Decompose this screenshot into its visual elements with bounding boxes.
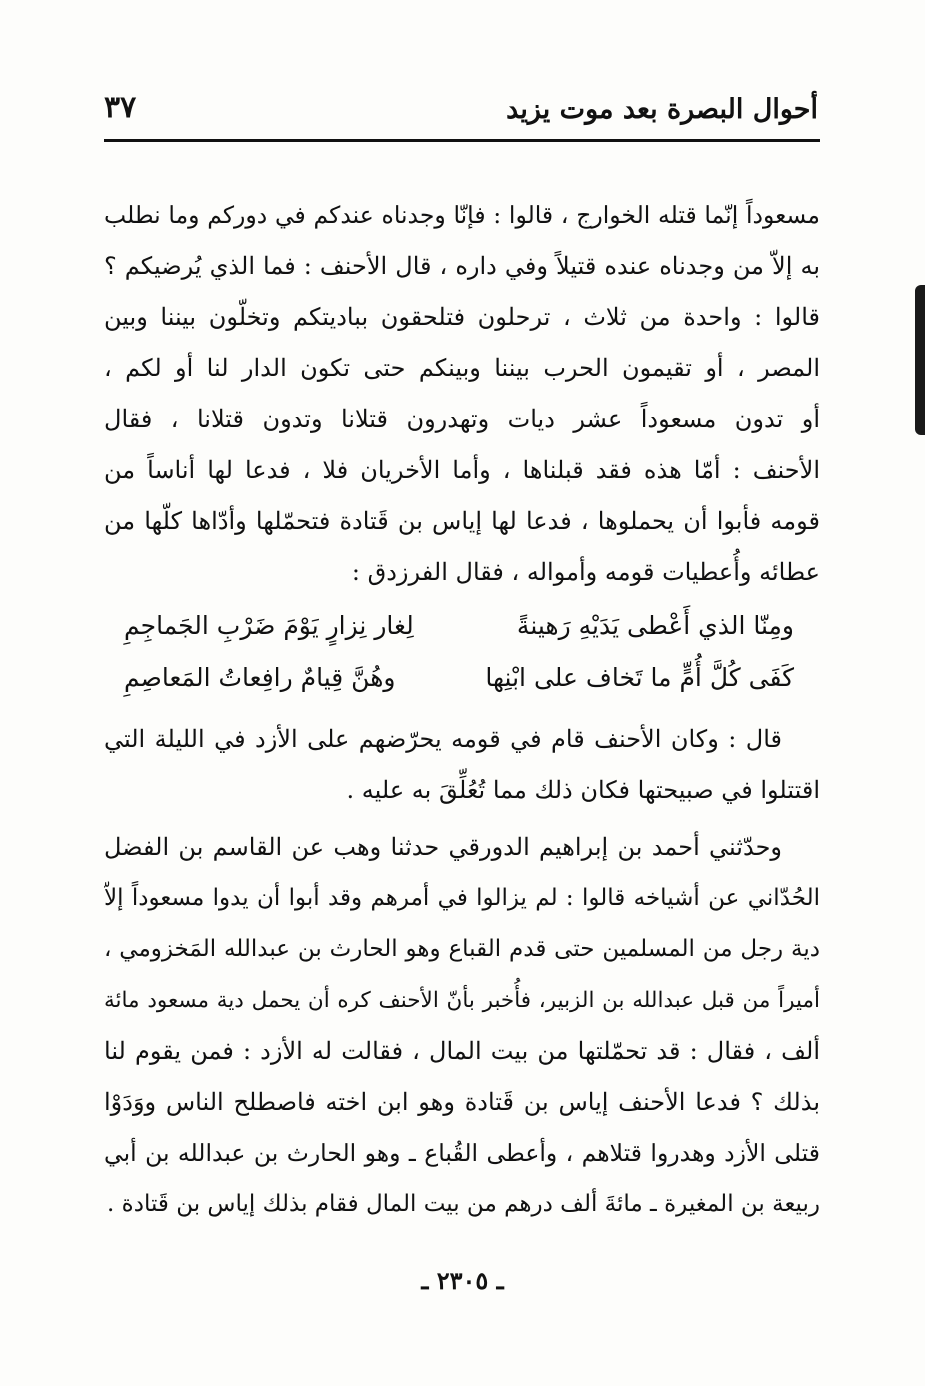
- text-line: وحدّثني أحمد بن إبراهيم الدورقي حدثنا وهب عن القاسم بن الفضل: [104, 833, 782, 861]
- text-line: أميراً من قبل عبدالله بن الزبير، فأُخبر بأنّ الأحنف كره أن يحمل دية مسعود مائة: [104, 988, 820, 1013]
- paragraph-1: [104, 190, 820, 598]
- text-line: الأحنف : أمّا هذه فقد قبلناها ، وأما الأخريان فلا ، فدعا لها أناساً من: [104, 456, 820, 484]
- poem-verse: [124, 652, 794, 704]
- text-line: أو تدون مسعوداً عشر ديات وتهدرون قتلانا وتدون قتلانا ، فقال: [104, 405, 820, 433]
- page-footer-number: ـ ٢٣٠٥ ـ: [421, 1266, 504, 1295]
- poem-first-hemistich: ومِنّا الذي أَعْطى يَدَيْهِ رَهينةً: [516, 611, 794, 640]
- text-line: مسعوداً إنّما قتله الخوارج ، قالوا : فإنّا وجدناه عندكم في دوركم وما نطلب: [104, 201, 820, 229]
- text-line: قومه فأبوا أن يحملوها ، فدعا لها إياس بن قَتادة فتحمّلها وأدّاها كلّها من: [104, 507, 820, 535]
- text-line: قالوا : واحدة من ثلاث ، ترحلون فتلحقون بباديتكم وتخلّون بيننا وبين: [104, 303, 820, 331]
- running-header: [104, 88, 818, 138]
- text-line: ربيعة بن المغيرة ـ مائةَ ألف درهم من بيت المال فقام بذلك إياس بن قَتادة .: [107, 1191, 820, 1217]
- header-divider: [104, 139, 820, 142]
- text-line: اقتتلوا في صبيحتها فكان ذلك مما تُعُلِّقَ به عليه .: [346, 776, 820, 804]
- running-header-title: أحوال البصرة بعد موت يزيد: [506, 94, 818, 125]
- text-line: قتلى الأزد وهدروا قتلاهم ، وأعطى القُباع ـ وهو الحارث بن عبدالله بن أبي: [104, 1139, 820, 1167]
- text-line: دية رجل من المسلمين حتى قدم القباع وهو الحارث بن عبدالله المَخزومي ،: [104, 936, 820, 962]
- text-line: عطائه وأُعطيات قومه وأمواله ، فقال الفرزدق :: [351, 558, 820, 586]
- poem-second-hemistich: لِغار نِزارٍ يَوْمَ ضَرْبِ الجَماجِمِ: [124, 611, 414, 640]
- paragraph-2: [104, 714, 820, 816]
- text-line: ألف ، فقال : قد تحمّلتها من بيت المال ، فقالت له الأزد : فمن يقوم لنا: [104, 1037, 820, 1065]
- poem-second-hemistich: وهُنَّ قِيامٌ رافِعاتُ المَعاصِمِ: [124, 663, 396, 692]
- text-line: الحُدّاني عن أشياخه قالوا : لم يزالوا في أمرهم وقد أبوا أن يدوا مسعوداً إلاّ: [104, 885, 820, 911]
- text-line: به إلاّ من وجدناه عنده قتيلاً وفي داره ، قال الأحنف : فما الذي يُرضيكم ؟: [104, 252, 820, 280]
- page-edge-mark: [915, 285, 925, 435]
- poem-verse: [124, 600, 794, 652]
- text-line: بذلك ؟ فدعا الأحنف إياس بن قَتادة وهو ابن اخته فاصطلح الناس ووَدَوْا: [104, 1088, 820, 1116]
- text-line: المصر ، أو تقيمون الحرب بيننا وبينكم حتى تكون الدار لنا أو لكم ،: [104, 354, 820, 382]
- chapter-page-number: ٣٧: [104, 90, 137, 125]
- text-line: قال : وكان الأحنف قام في قومه يحرّضهم على الأزد في الليلة التي: [104, 725, 782, 753]
- poem: [124, 600, 794, 704]
- poem-first-hemistich: كَفَى كُلَّ أُمٍّ ما تَخاف على ابْنِها: [485, 663, 794, 692]
- paragraph-3: [104, 822, 820, 1230]
